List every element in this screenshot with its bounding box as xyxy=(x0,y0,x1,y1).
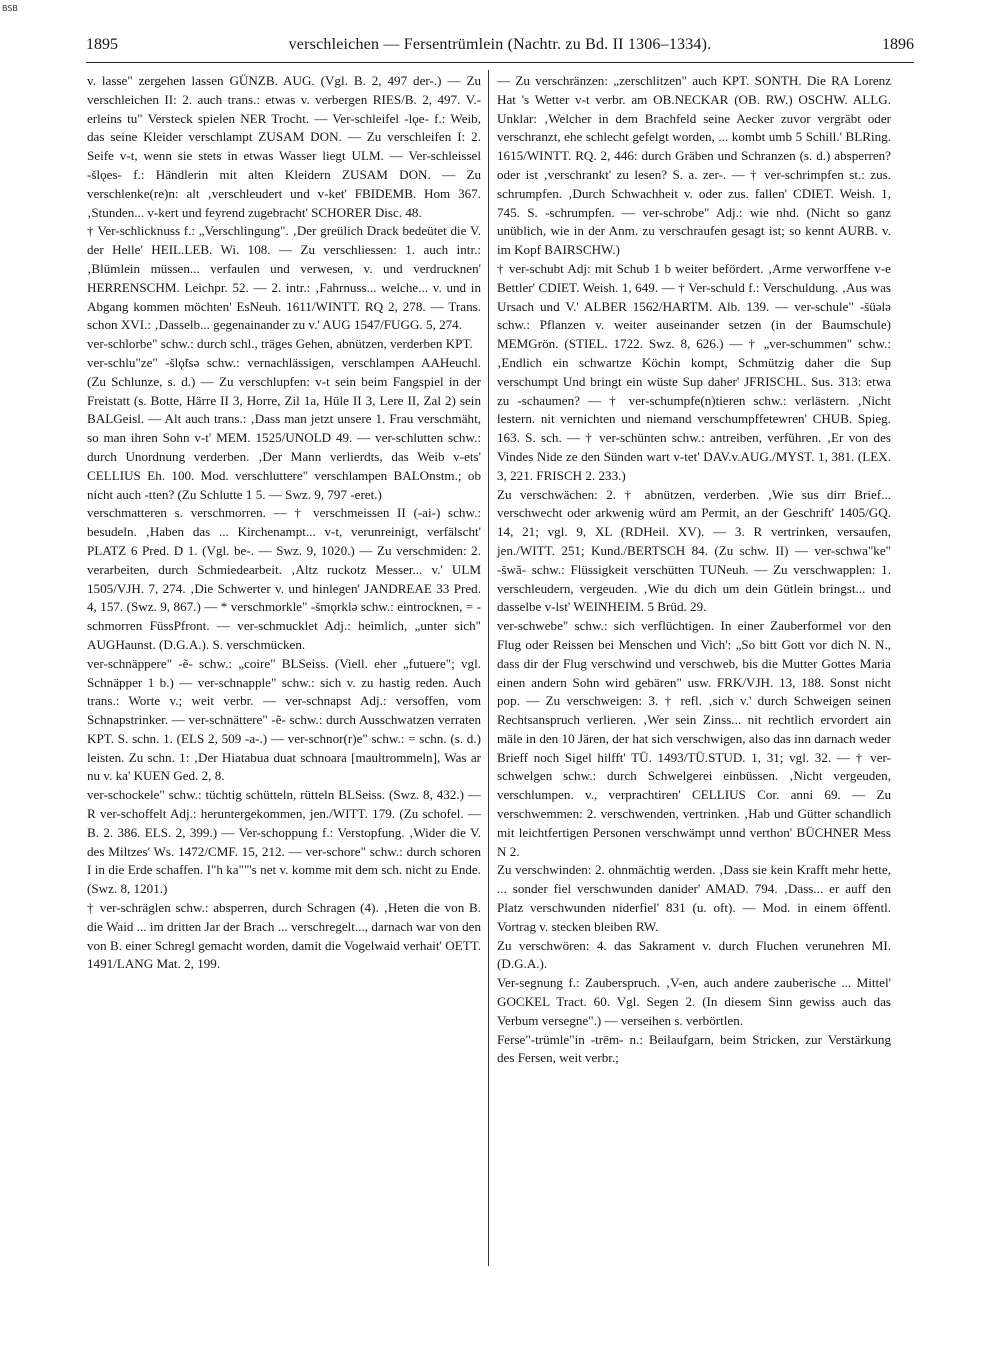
entry-paragraph: Zu verschwören: 4. das Sakrament v. durch Fluchen verunehren MI. (D.G.A.). xyxy=(497,937,891,972)
right-column xyxy=(497,72,891,1068)
entry-paragraph: Zu verschwächen: 2. † abnützen, verderben. ‚Wie sus dirr Brief... verschwecht oder arkwenig würd am Permit, an der Geschrift' 1405/GQ. 14, 21; vgl. 9, XL (RDHeil. XV). — 3. R vertrinken, versaufen, jen./WITT. 251; Kund./BERTSCH 84. (Zu schw. II) — ver-schwa"ke" -šwã- schw.: Flüssigkeit verschütten TUNeuh. — Zu verschwapplen: 1. verschleudern, vergeuden. ‚Wie du dich um dein Gütlein bringst... und dasselbe v-lst' WEINHEIM. 5 Brüd. 29. xyxy=(497,486,891,615)
left-column xyxy=(87,72,481,974)
header-rule xyxy=(86,62,914,63)
entry-paragraph: ver-schlu"ze" -šlǫ̃tsə schw.: vernachlässigen, verschlampen AAHeuchl. (Zu Schlunze, s. d.) — Zu verschlupfen: v-t sein beim Fangspiel in der Freistatt (s. Botte, Härre II 3, Horre, Zil 1a, Hüle II 3, Lere II, Zal 2) sein BALGeisl. — Alt auch trans.: ‚Dass man jetzt unsere 1. Frau verschmäht, so man ihren Sohn v-t' MEM. 1525/UNOLD 49. — ver-schlutten schw.: durch Unordnung verderben. ‚Der Mann verlierdts, das Weib v-ets' CELLIUS Eh. 100. Mod. verschluttere" verschlampen BALOnstm.; ob nicht auch -tten? (Zu Schlutte 1 5. — Swz. 9, 797 -eret.) xyxy=(87,354,481,502)
entry-paragraph: — Zu verschränzen: „zerschlitzen" auch KPT. SONTH. Die RA Lorenz Hat 's Wetter v-t verbr. am OB.NECKAR (OB. RW.) OSCHW. ALLG. Unklar: ‚Welcher in dem Brachfeld seine Aecker zuvor vergräbt oder verschranzt, ehe schlecht gefelgt worden, ... kombt umb 5 Schill.' BLRing. 1615/WINTT. RQ. 2, 446: durch Gräben und Schranzen (s. d.) absperren? oder ist ‚verschrankt' zu lesen? S. a. zer-. — † ver-schrimpfen st.: zus. schrumpfen. ‚Durch Schwachheit v. oder zus. fallen' CDIET. Weish. 1, 745. S. -schrumpfen. — ver-schrobe" Adj.: wie nhd. (Nicht so ganz unüblich, wie in der Anm. zu verschraufen gesagt ist; so kennt AURB. v. im Kopf BAIRSCHW.) xyxy=(497,73,891,258)
entry-paragraph: † ver-schräglen schw.: absperren, durch Schragen (4). ‚Heten die von B. die Waid ... im dritten Jar der Brach ... verschregelt..., darnach war von den von B. einer Schregl gemacht worden, damit die Vogelwaid verhait' OETT. 1491/LANG Mat. 2, 199. xyxy=(87,900,481,972)
entry-paragraph: † Ver-schlicknuss f.: „Verschlingung". ‚Der greülich Drack bedeütet die V. der Helle' HEIL.LEB. Wi. 108. — Zu verschliessen: 1. auch intr.: ‚Blümlein müssen... verfaulen und verwesen, v. und verdrucknen' HERRENSCHM. Leichpr. 52. — 2. intr.: ‚Fahrnuss... welche... v. und in Abgang kommen möchten' EsNeuh. 1611/WINTT. RQ 2, 278. — Trans. schon XVI.: ‚Dasselb... gegenainander zu v.' AUG 1547/FUGG. 5, 274. xyxy=(87,223,481,333)
entry-paragraph: Ver-segnung f.: Zauberspruch. ‚V-en, auch andere zauberische ... Mittel' GOCKEL Tract. 60. Vgl. Segen 2. (In diesem Sinn gewiss auch das Verbum versegne".) — verseihen s. verbörtlen. xyxy=(497,975,891,1028)
library-mark: BSB xyxy=(2,4,18,13)
entry-paragraph: verschmatteren s. verschmorren. — † verschmeissen II (-ai-) schw.: besudeln. ‚Haben das ... Kirchenampt... v-t, verunreinigt, verfälscht' PLATZ 6 Pred. D 1. (Vgl. be-. — Swz. 9, 1020.) — Zu verschmiden: 2. verarbeiten, durch Schmiedearbeit. ‚Altz ruckotz Messer... v.' ULM 1505/VJH. 7, 274. ‚Die Schwerter v. und hinlegen' JANDREAE 33 Pred. 4, 157. (Swz. 9, 867.) — * verschmorkle" -šmǫrklə schw.: eintrocknen, = -schmorren FüssPfront. — ver-schmucklet Adj.: heimlich, „unter sich" AUGHaunst. (D.G.A.). S. verschmücken. xyxy=(87,505,481,652)
entry-paragraph: † ver-schubt Adj: mit Schub 1 b weiter befördert. ‚Arme verworffene v-e Bettler' CDIET. Weish. 1, 649. — † Ver-schuld f.: Verschuldung. ‚Aus was Ursach und V.' ALBER 1562/HARTM. Alb. 139. — ver-schule" -šüələ schw.: Pflanzen v. weiter auseinander setzen (in der Baumschule) MEMGrön. (STIEL. 1722. Swz. 8, 626.) — † „ver-schummen" schw.: ‚Endlich ein schwartze Köchin kompt, Schmützig daher die Sup verschumpt Und bringt ein wüste Sup daher' JFRISCHL. Sus. 313: etwa zu -schaumen? — † ver-schumpfe(n)tieren schw.: verlästern. ‚Nicht lestern. nit vernichten und niemand verschumpffetewren' CHUB. Spieg. 163. S. sch. — † ver-schünten schw.: antreiben, verführen. ‚Er von des Vindes Nide ze den Sünden wart v-tet' DAV.v.AUG./MYST. 1, 381. (LEX. 3, 221. FRISCH 2. 233.) xyxy=(497,260,891,483)
entry-paragraph: Ferse"-trümle"in -trēm- n.: Beilaufgarn, beim Stricken, zur Verstärkung des Fersen, weit verbr.; xyxy=(497,1031,891,1066)
page-number-left: 1895 xyxy=(86,36,118,53)
page-number-right: 1896 xyxy=(882,36,914,53)
column-divider xyxy=(488,70,489,1266)
entry-paragraph: Zu verschwinden: 2. ohnmächtig werden. ‚Dass sie kein Krafft mehr hette, ... sonder fiel verschwunden danider' AMAD. 794. ‚Dass... er auff den Platz verschwunden niderfiel' 831 (u. oft). — Mod. in einem öffentl. Vortrag v. stecken bleiben RW. xyxy=(497,862,891,934)
entry-paragraph: v. lasse" zergehen lassen GÜNZB. AUG. (Vgl. B. 2, 497 der-.) — Zu verschleichen II: 2. auch trans.: etwas v. verbergen RIES/B. 2, 497. V.-erleins tu" Versteck spielen NER Trocht. — Ver-schleifel -lǫe- f.: Weib, das seine Kleider verschlampt ZUSAM DON. — Zu verschleifen I: 2. Seife v-t, wenn sie stets in etwas Wasser liegt ULM. — Ver-schleissel -šlǫes- f.: Händlerin mit alten Kleidern ZUSAM DON. — Zu verschlenke(re)n: alt ‚verschleudert und v-ket' FBIDEMB. Hom 367. ‚Stunden... v-kert und feyrend zugebracht' SCHORER Disc. 48. xyxy=(87,73,481,220)
entry-paragraph: ver-schwebe" schw.: sich verflüchtigen. In einer Zauberformel vor den Flug oder Reissen bei Menschen und Vich': „So bitt Gott vor dich N. N., dass dir der Flug verschwind und verschweb, bis die Mutter Gottes Maria einen andern Sohn wird gebären" usw. FRK/VJH. 13, 188. Sonst nicht pop. — Zu verschweigen: 3. † refl. ‚sich v.' durch Schweigen seinen Rechtsanspruch verlieren. ‚Wer sein Zinss... nit rechtlich ervordert ain mäle in den 10 Jären, der hat sich verschwigen, also das inn darnach weder Brieff noch Sigel hilfft' TÜ. 1493/TÜ.STUD. 1, 31; vgl. 32. — † ver-schwelgen schw.: durch Schwelgerei einbüssen. ‚Nicht vergeuden, verschlumpen. v., verprachtiren' CELLIUS Cor. anni 69. — Zu verschwemmen: 2. verschwenden, vertrinken. ‚Hab und Gütter schandlich mit leichtfertigen Personen verschwämpt unnd verthon' BÜCHNER Mess N 2. xyxy=(497,618,891,859)
entry-paragraph: ver-schnäppere" -ẽ- schw.: „coire" BLSeiss. (Viell. eher „futuere"; vgl. Schnäpper 1 b.) — ver-schnapple" schw.: sich v. zu hastig reden. Auch trans.: Worte v.; weit verbr. — ver-schnapst Adj.: versoffen, vom Schnapstrinker. — ver-schnättere" -ẽ- schw.: durch Ausschwatzen verraten KPT. S. schn. 1. (ELS 2, 509 -a-.) — ver-schnor(r)e" schw.: = schn. (s. d.) leisten. Zu schn. 1: ‚Der Hiatabua duat schnoara [maultrommeln], Was ar nu v. ka' KUEN Ged. 2, 8. xyxy=(87,655,481,784)
entry-paragraph: ver-schlorbe" schw.: durch schl., träges Gehen, abnützen, verderben KPT. xyxy=(87,336,473,352)
entry-paragraph: ver-schockele" schw.: tüchtig schütteln, rütteln BLSeiss. (Swz. 8, 432.) — R ver-schoffelt Adj.: heruntergekommen, jen./WITT. 179. (Zu schofel. — B. 2. 386. ELS. 2, 399.) — Ver-schoppung f.: Verstopfung. ‚Wider die V. des Miltzes' Ws. 1472/CMF. 15, 212. — ver-schore" schw.: durch schoren I in die Erde schaffen. I"h ka""'s net v. komme mit dem sch. nicht zu Ende. (Swz. 8, 1201.) xyxy=(87,787,481,897)
page-header xyxy=(86,36,914,60)
running-title: verschleichen — Fersentrümlein (Nachtr. zu Bd. II 1306–1334). xyxy=(288,36,712,53)
